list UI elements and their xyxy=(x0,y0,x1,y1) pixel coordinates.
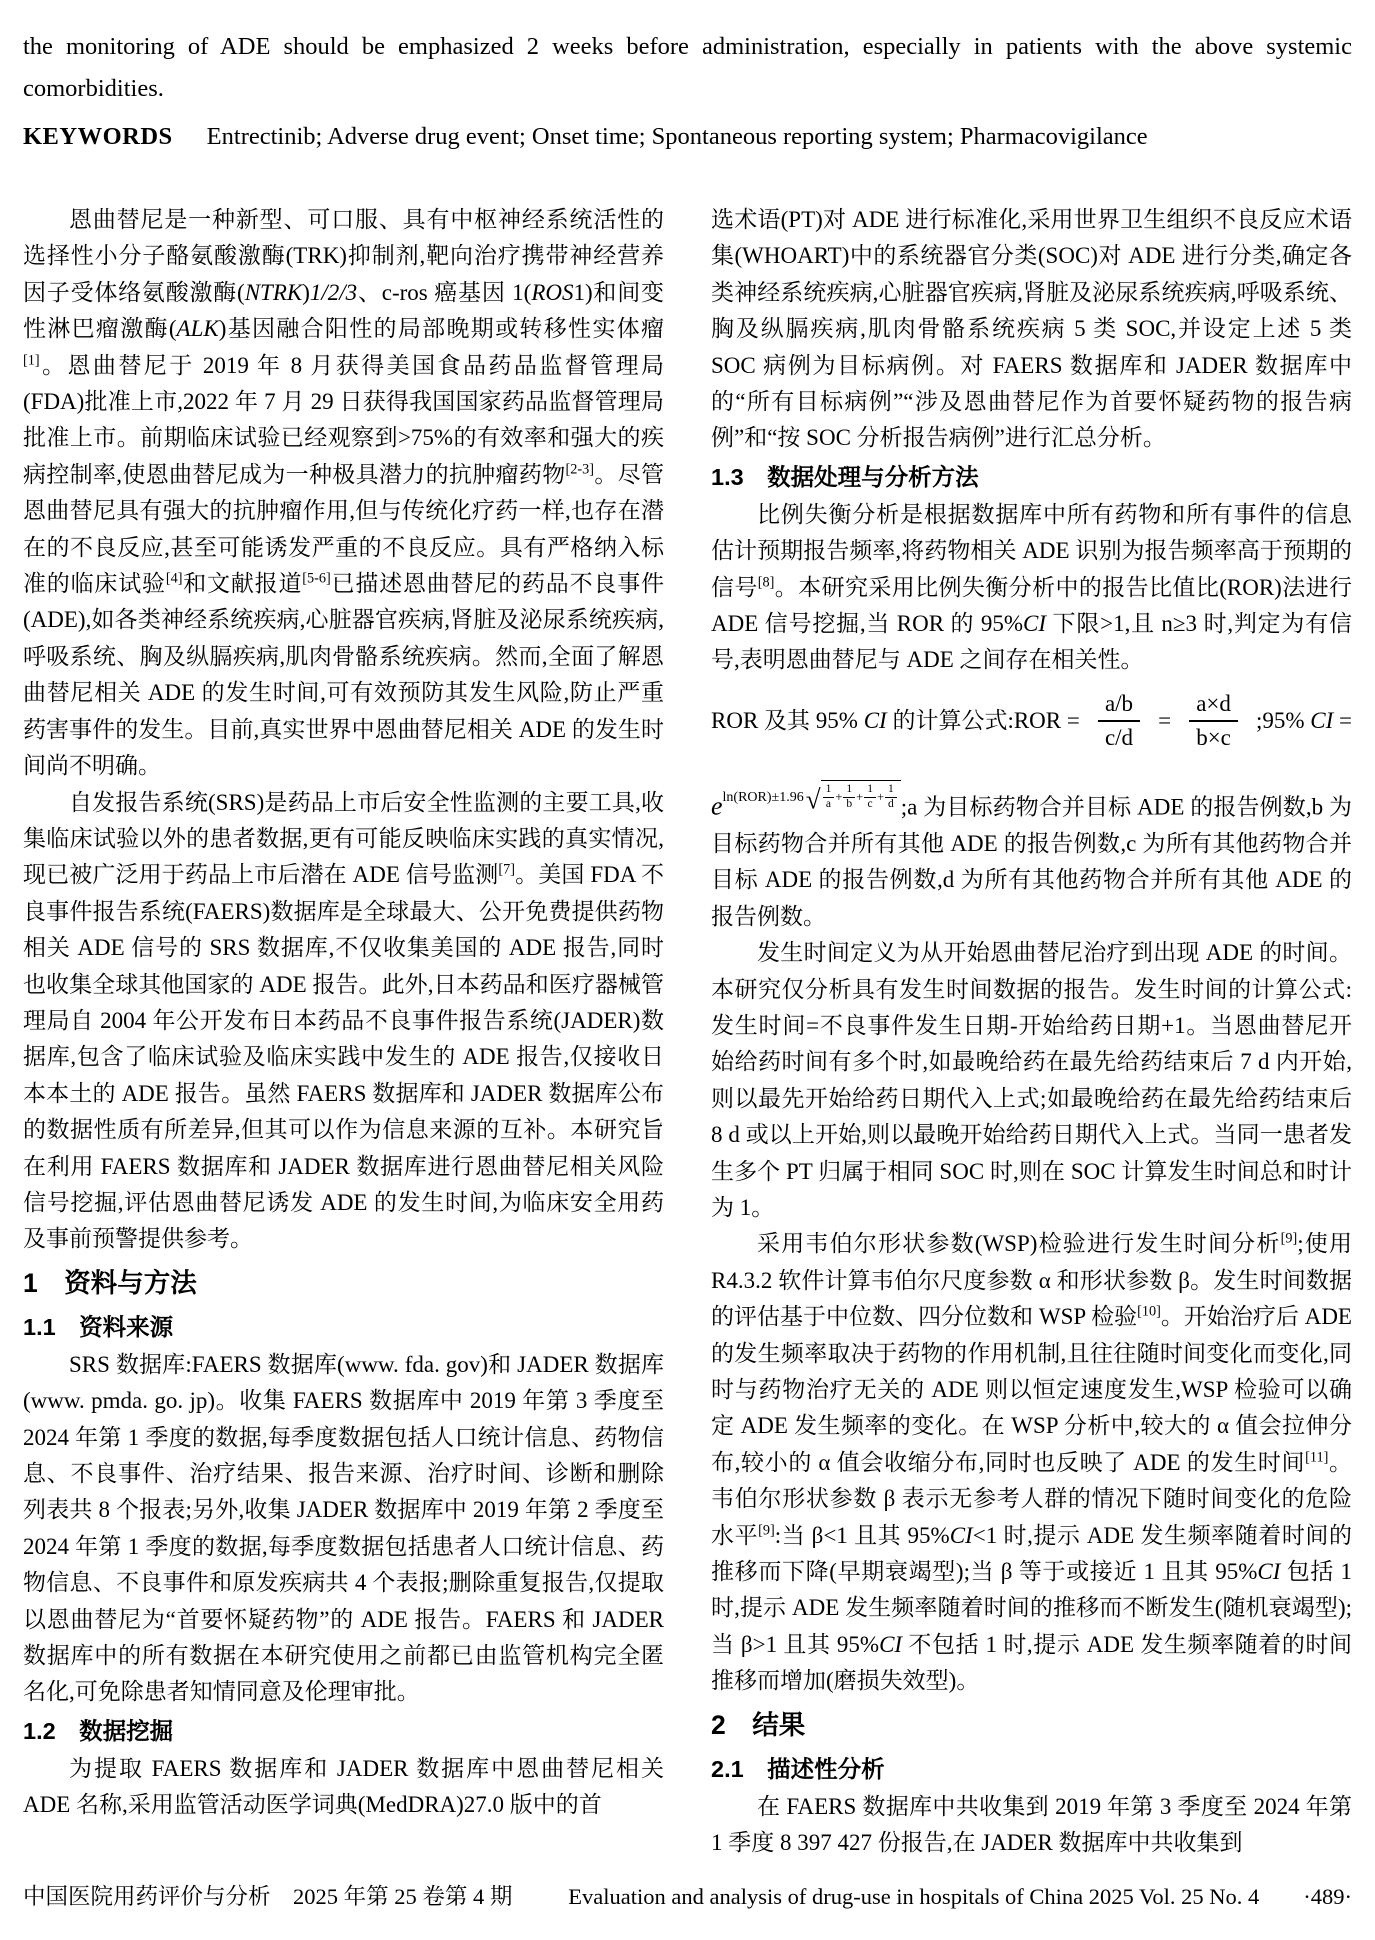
heading-results: 2 结果 xyxy=(711,1709,806,1740)
paragraph-descriptive: 在 FAERS 数据库中共收集到 2019 年第 3 季度至 2024 年第 1 季度 8 397 427 份报告,在 JADER 数据库中共收集到 xyxy=(711,1793,1352,1856)
fraction-1-over-c: $\frac{1}{c}$ xyxy=(864,784,876,811)
ror-formula xyxy=(711,691,1352,752)
formula-lead: ROR 及其 95% CI 的计算公式:ROR = xyxy=(711,708,1080,734)
abstract-tail-text: the monitoring of ADE should be emphasized 2 weeks before administration, especially in patients with the above systemic comorbidities. xyxy=(23,33,1352,102)
paragraph-data-mining: 为提取 FAERS 数据库和 JADER 数据库中恩曲替尼相关 ADE 名称,采用监管活动医学词典(MedDRA)27.0 版中的首 xyxy=(23,1755,664,1818)
heading-descriptive-analysis: 2.1 描述性分析 xyxy=(711,1755,885,1782)
right-column xyxy=(711,202,1352,1861)
e-base: e xyxy=(711,791,723,821)
fraction-1-over-d: $\frac{1}{d}$ xyxy=(885,784,897,811)
formula-mid: ;95% CI = xyxy=(1255,708,1352,734)
abstract-section xyxy=(23,26,1352,158)
heading-data-sources: 1.1 资料来源 xyxy=(23,1313,174,1340)
journal-name-en: Evaluation and analysis of drug-use in hospitals of China 2025 Vol. 25 No. 4 ·489· xyxy=(568,1884,1352,1909)
fraction-1-over-b: $\frac{1}{b}$ xyxy=(843,784,855,811)
keywords-label: KEYWORDS xyxy=(23,123,173,150)
fraction-ad-over-bc: $\frac{a\times d}{b\times c}$ xyxy=(1189,691,1238,752)
e-expression xyxy=(711,762,901,826)
exponent: ln(ROR)±1.96√ $\frac{1}{a}$ + $\frac{1}{b}$ + $\frac{1}{c}$ + $\frac{1}{d}$ xyxy=(723,780,901,814)
paragraph-onset-time: 发生时间定义为从开始恩曲替尼治疗到出现 ADE 的时间。本研究仅分析具有发生时间数据的报告。发生时间的计算公式:发生时间=不良事件发生日期-开始给药日期+1。当恩曲替尼开始给药时间有多个时,如最晚给药在最先给药结束后 7 d 内开始,则以最先开始给药日期代入上式;如最晚给药在最先给药结束后 8 d 或以上开始,则以最晚开始给药日期代入上式。当同一患者发生多个 PT 归属于相同 SOC 时,则在 SOC 计算发生时间总和时计为 1。 xyxy=(711,940,1352,1220)
left-column xyxy=(23,202,664,1861)
paragraph-wsp: 采用韦伯尔形状参数(WSP)检验进行发生时间分析[9];使用 R4.3.2 软件计算韦伯尔尺度参数 α 和形状参数 β。发生时间数据的评估基于中位数、四分位数和 WSP 检验[10]。开始治疗后 ADE 的发生频率取决于药物的作用机制,且往往随时间变化而变化,同时与药物治疗无关的 ADE 则以恒定速度发生,WSP 检验可以确定 ADE 发生频率的变化。在 WSP 分析中,较大的 α 值会拉伸分布,较小的 α 值会收缩分布,同时也反映了 ADE 的发生时间[11]。韦伯尔形状参数 β 表示无参考人群的情况下随时间变化的危险水平[9]:当 β<1 且其 95%CI<1 时,提示 ADE 发生频率随着时间的推移而下降(早期衰竭型);当 β 等于或接近 1 且其 95%CI 包括 1 时,提示 ADE 发生频率随着时间的推移而不断发生(随机衰竭型);当 β>1 且其 95%CI 不包括 1 时,提示 ADE 发生频率随着的时间推移而增加(磨损失效型)。 xyxy=(711,1230,1353,1694)
paragraph-data-sources: SRS 数据库:FAERS 数据库(www. fda. gov)和 JADER 数据库(www. pmda. go. jp)。收集 FAERS 数据库中 2019 年第 3 季度至 2024 年第 1 季度的数据,每季度数据包括人口统计信息、药物信息、不良事件、治疗结果、报告来源、治疗时间、诊断和删除列表共 8 个报表;另外,收集 JADER 数据库中 2019 年第 2 季度至 2024 年第 1 季度的数据,每季度数据包括患者人口统计信息、药物信息、不良事件和原发疾病共 4 个表报;删除重复报告,仅提取以恩曲替尼为“首要怀疑药物”的 ADE 报告。FAERS 和 JADER 数据库中的所有数据在本研究使用之前都已由监管机构完全匿名化,可免除患者知情同意及伦理审批。 xyxy=(23,1351,664,1705)
radicand: $\frac{1}{a}$ + $\frac{1}{b}$ + $\frac{1}{c}$ + $\frac{1}{d}$ xyxy=(821,780,901,811)
paragraph-intro-2: 自发报告系统(SRS)是药品上市后安全性监测的主要工具,收集临床试验以外的患者数据,更有可能反映临床实践的真实情况,现已被广泛用于药品上市后潜在 ADE 信号监测[7]。美国 FDA 不良事件报告系统(FAERS)数据库是全球最大、公开免费提供药物相关 ADE 信号的 SRS 数据库,不仅收集美国的 ADE 报告,同时也收集全球其他国家的 ADE 报告。此外,日本药品和医疗器械管理局自 2004 年公开发布日本药品不良事件报告系统(JADER)数据库,包含了临床试验及临床实践中发生的 ADE 报告,仅接收日本本土的 ADE 报告。虽然 FAERS 数据库和 JADER 数据库公布的数据性质有所差异,但其可以作为信息来源的互补。本研究旨在利用 FAERS 数据库和 JADER 数据库进行恩曲替尼相关风险信号挖掘,评估恩曲替尼诱发 ADE 的发生时间,为临床安全用药及事前预警提供参考。 xyxy=(23,789,664,1252)
formula-definitions: ;a 为目标药物合并目标 ADE 的报告例数,b 为目标药物合并所有其他 ADE 的报告例数,c 为所有其他药物合并目标 ADE 的报告例数,d 为所有其他药物合并所有其他 ADE 的报告例数。 xyxy=(711,794,1352,929)
keywords-line xyxy=(23,116,1352,158)
heading-methods: 1 资料与方法 xyxy=(23,1267,197,1298)
radical-sign: √ xyxy=(805,784,821,815)
heading-data-analysis: 1.3 数据处理与分析方法 xyxy=(711,463,979,490)
page-number: ·489· xyxy=(1303,1884,1352,1909)
two-column-body xyxy=(23,202,1352,1861)
ci-formula-and-definitions xyxy=(711,762,1352,935)
heading-data-mining: 1.2 数据挖掘 xyxy=(23,1717,174,1744)
paragraph-intro-1: 恩曲替尼是一种新型、可口服、具有中枢神经系统活性的选择性小分子酪氨酸激酶(TRK)抑制剂,靶向治疗携带神经营养因子受体络氨酸激酶(NTRK)1/2/3、c-ros 癌基因 1(ROS1)和间变性淋巴瘤激酶(ALK)基因融合阳性的局部晚期或转移性实体瘤[1]。恩曲替尼于 2019 年 8 月获得美国食品药品监督管理局(FDA)批准上市,2022 年 7 月 29 日获得我国国家药品监督管理局批准上市。前期临床试验已经观察到>75%的有效率和强大的疾病控制率,使恩曲替尼成为一种极具潜力的抗肿瘤药物[2-3]。尽管恩曲替尼具有强大的抗肿瘤作用,但与传统化疗药一样,也存在潜在的不良反应,甚至可能诱发严重的不良反应。具有严格纳入标准的临床试验[4]和文献报道[5-6]已描述恩曲替尼的药品不良事件(ADE),如各类神经系统疾病,心脏器官疾病,肾脏及泌尿系统疾病,呼吸系统、胸及纵膈疾病,肌肉骨骼系统疾病。然而,全面了解恩曲替尼相关 ADE 的发生时间,可有效预防其发生风险,防止严重药害事件的发生。目前,真实世界中恩曲替尼相关 ADE 的发生时间尚不明确。 xyxy=(23,207,665,779)
equals-sign: = xyxy=(1158,708,1172,734)
page-footer xyxy=(23,1882,1352,1912)
journal-name-cn: 中国医院用药评价与分析 2025 年第 25 卷第 4 期 xyxy=(23,1884,513,1909)
keywords-text: Entrectinib; Adverse drug event; Onset time; Spontaneous reporting system; Pharmacovigilance xyxy=(206,123,1148,150)
paragraph-data-mining-continued: 选术语(PT)对 ADE 进行标准化,采用世界卫生组织不良反应术语集(WHOART)中的系统器官分类(SOC)对 ADE 进行分类,确定各类神经系统疾病,心脏器官疾病,肾脏及泌尿系统疾病,呼吸系统、胸及纵膈疾病,肌肉骨骼系统疾病 5 类 SOC,并设定上述 5 类 SOC 病例为目标病例。对 FAERS 数据库和 JADER 数据库中的“所有目标病例”“涉及恩曲替尼作为首要怀疑药物的报告病例”和“按 SOC 分析报告病例”进行汇总分析。 xyxy=(711,207,1352,451)
fraction-1-over-a: $\frac{1}{a}$ xyxy=(823,784,835,811)
fraction-ab-over-cd: $\frac{a/b}{c/d}$ xyxy=(1098,691,1140,752)
paragraph-disproportionality: 比例失衡分析是根据数据库中所有药物和所有事件的信息估计预期报告频率,将药物相关 ADE 识别为报告频率高于预期的信号[8]。本研究采用比例失衡分析中的报告比值比(ROR)法进行 ADE 信号挖掘,当 ROR 的 95%CI 下限>1,且 n≥3 时,判定为有信号,表明恩曲替尼与 ADE 之间存在相关性。 xyxy=(711,501,1352,673)
